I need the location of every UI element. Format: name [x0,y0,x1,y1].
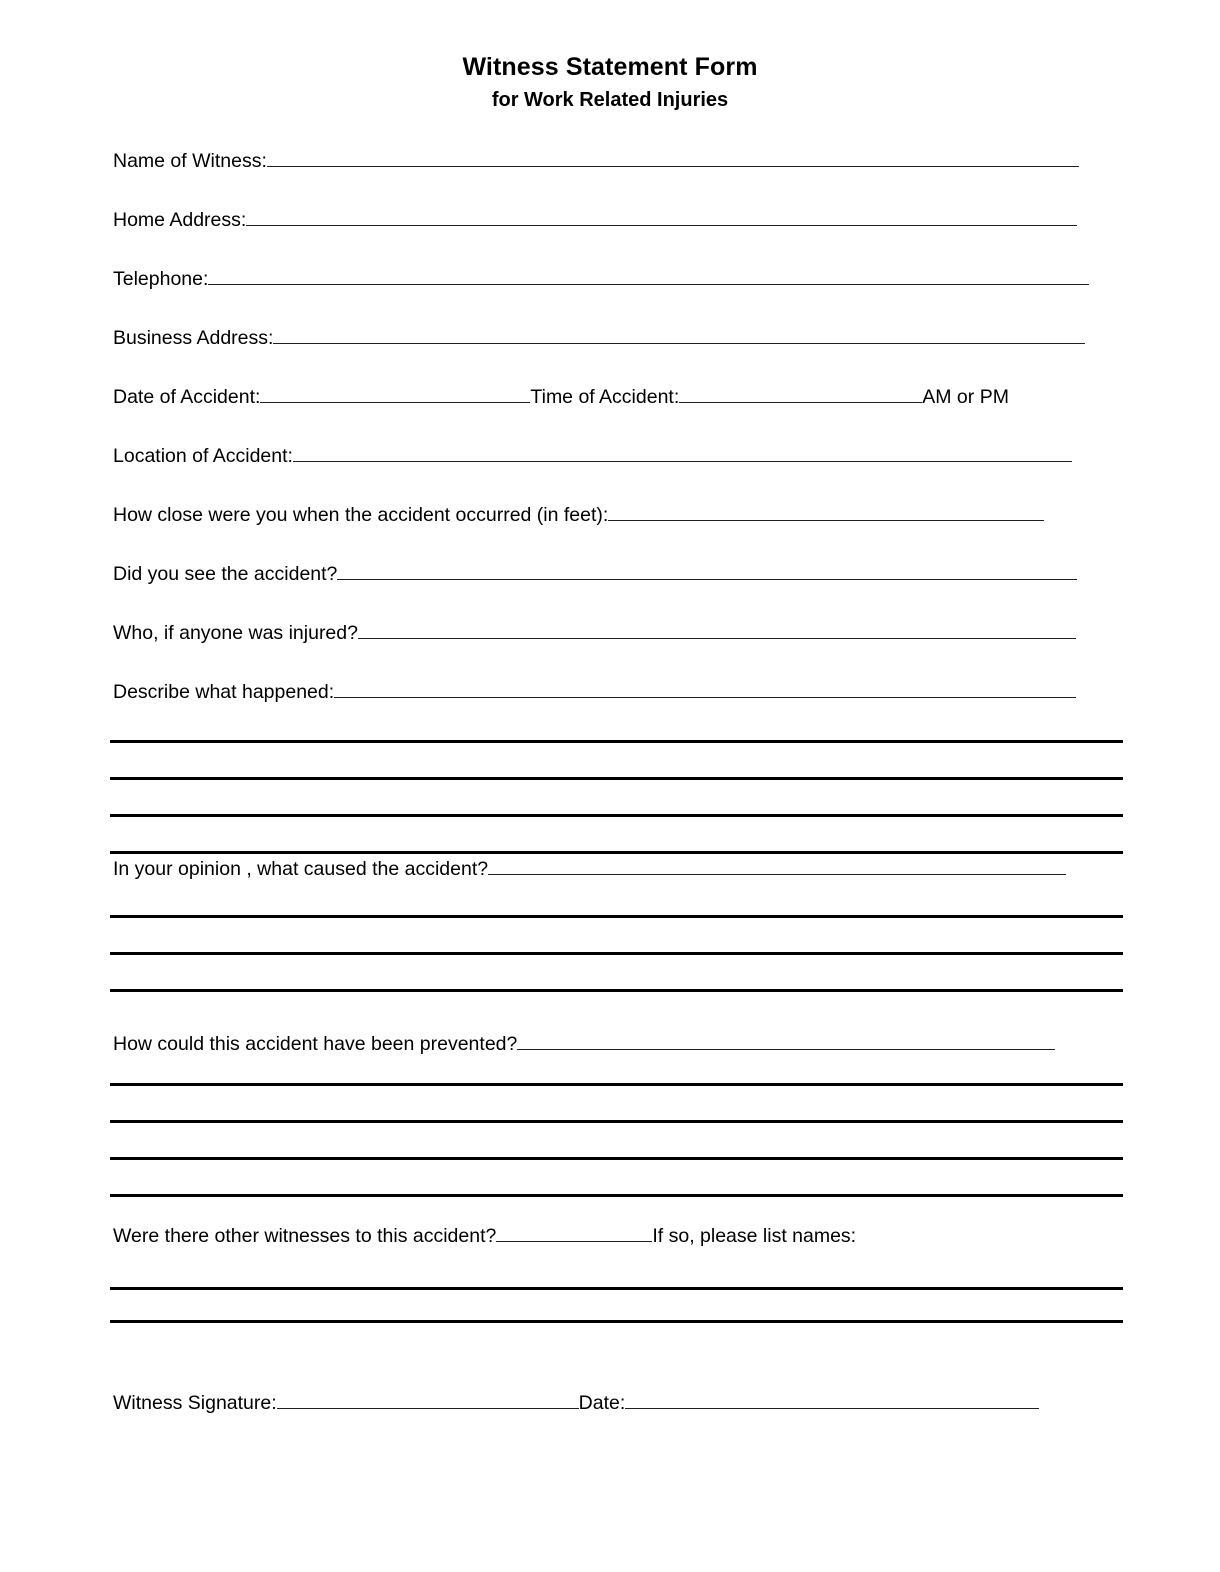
input-location-of-accident[interactable] [293,443,1072,462]
label-date: Date: [578,1392,626,1414]
label-telephone: Telephone: [113,268,209,290]
input-date-of-accident[interactable] [260,384,530,403]
label-who-injured: Who, if anyone was injured? [113,622,358,644]
writing-rule[interactable] [110,915,1123,918]
label-location-of-accident: Location of Accident: [113,445,293,467]
label-how-close: How close were you when the accident occurred (in feet): [113,504,609,526]
writing-rule[interactable] [110,1120,1123,1123]
field-date-time-of-accident [113,384,1009,409]
writing-rule[interactable] [110,1320,1123,1323]
input-describe-what-happened[interactable] [334,679,1076,698]
label-business-address: Business Address: [113,327,274,349]
field-signature-date [113,1390,1039,1415]
label-name-of-witness: Name of Witness: [113,150,267,172]
form-subtitle: for Work Related Injuries [491,89,729,111]
field-home-address [113,207,1077,232]
input-name-of-witness[interactable] [267,148,1079,167]
input-other-witnesses[interactable] [496,1223,652,1242]
field-business-address [113,325,1085,350]
input-who-injured[interactable] [358,620,1076,639]
form-title: Witness Statement Form [462,53,758,81]
writing-rule[interactable] [110,814,1123,817]
field-name-of-witness [113,148,1079,173]
writing-rule[interactable] [110,1083,1123,1086]
field-telephone [113,266,1089,291]
writing-rule[interactable] [110,777,1123,780]
writing-rule[interactable] [110,1287,1123,1290]
input-how-close[interactable] [608,502,1044,521]
field-who-injured [113,620,1076,645]
label-how-prevented: How could this accident have been prevented? [113,1033,518,1055]
field-how-close [113,502,1044,527]
input-witness-signature[interactable] [277,1390,579,1409]
label-home-address: Home Address: [113,209,247,231]
input-did-you-see[interactable] [337,561,1077,580]
input-how-prevented[interactable] [517,1031,1055,1050]
input-opinion-cause[interactable] [488,856,1066,875]
input-date[interactable] [625,1390,1039,1409]
label-other-witnesses: Were there other witnesses to this accident? [113,1225,497,1247]
label-did-you-see: Did you see the accident? [113,563,338,585]
label-witness-signature: Witness Signature: [113,1392,277,1414]
input-telephone[interactable] [208,266,1089,285]
writing-rule[interactable] [110,1157,1123,1160]
field-opinion-cause [113,856,1066,881]
input-time-of-accident[interactable] [679,384,922,403]
label-describe-what-happened: Describe what happened: [113,681,335,703]
input-business-address[interactable] [273,325,1085,344]
field-how-prevented [113,1031,1055,1056]
writing-rule[interactable] [110,740,1123,743]
field-other-witnesses [113,1223,856,1248]
label-if-so-list-names: If so, please list names: [652,1225,857,1247]
label-opinion-cause: In your opinion , what caused the accident? [113,858,489,880]
label-am-or-pm: AM or PM [922,386,1009,408]
writing-rule[interactable] [110,952,1123,955]
field-describe-what-happened [113,679,1076,704]
label-time-of-accident: Time of Accident: [530,386,680,408]
writing-rule[interactable] [110,1194,1123,1197]
field-did-you-see [113,561,1077,586]
writing-rule[interactable] [110,989,1123,992]
input-home-address[interactable] [246,207,1077,226]
writing-rule[interactable] [110,851,1123,854]
field-location-of-accident [113,443,1072,468]
label-date-of-accident: Date of Accident: [113,386,261,408]
page-title [0,52,1220,113]
